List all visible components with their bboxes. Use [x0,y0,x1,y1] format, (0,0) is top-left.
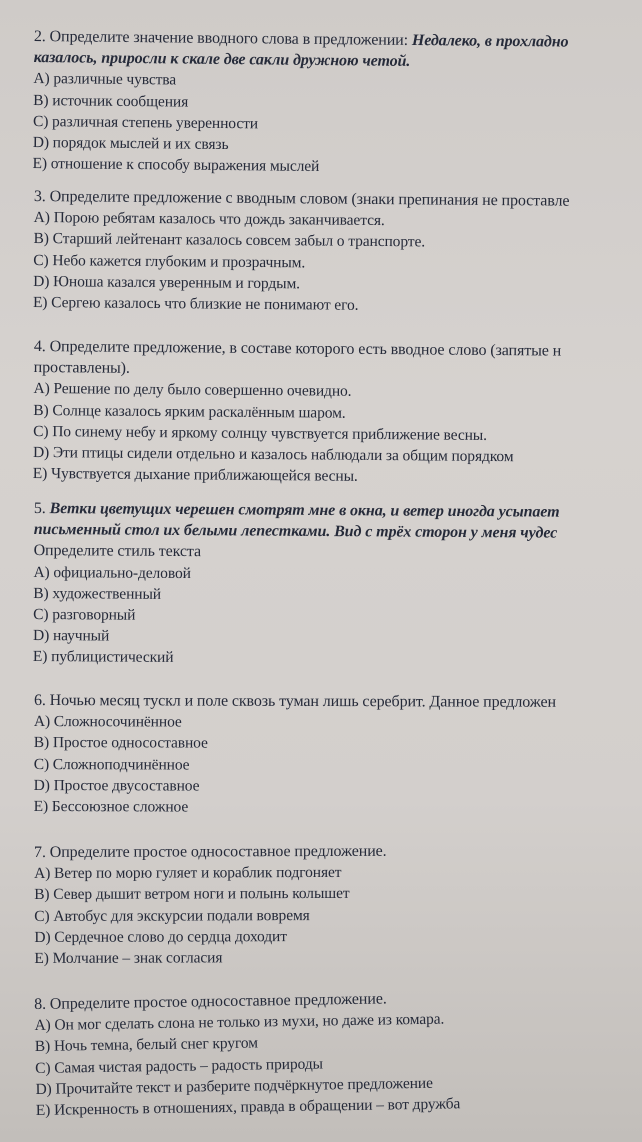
answer-option-c: C) разговорный [33,606,136,624]
question-title-line: 6. Ночью месяц тускл и поле сквозь туман лишь серебрит. Данное предложен [33,692,556,711]
answer-option-b: B) Простое односоставное [33,734,208,753]
question-title-line: письменный стол их белыми лепестками. Вид с трёх сторон у меня чудес [33,521,558,542]
question-title-line: 2. Определите значение вводного слова в предложении: Недалеко, в прохладно [33,27,569,51]
answer-option-d: D) Прочитайте текст и разберите подчёркнутое предложение [35,1074,433,1098]
question-8 [34,984,642,1121]
answer-option-c: C) Самая чистая радость – радость природы [35,1055,323,1077]
answer-option-e: E) Молчание – знак согласия [34,949,223,968]
answer-option-e: E) Сергею казалось что близкие не понимают его. [32,294,359,314]
question-5 [33,498,642,672]
answer-option-b: B) источник сообщения [33,91,189,111]
question-3 [33,186,642,319]
question-title-line: 7. Определите простое односоставное предложение. [34,842,387,861]
answer-option-b: B) Солнце казалось ярким раскалённым шаром. [33,401,346,422]
question-title-line: 3. Определите предложение с вводным словом (знаки препинания не проставле [33,187,570,210]
answer-option-a: A) Ветер по морю гуляет и кораблик подгоняет [34,864,342,883]
answer-option-a: A) различные чувства [33,70,177,89]
answer-option-d: D) порядок мыслей и их связь [32,134,229,154]
answer-option-c: C) различная степень уверенности [32,112,259,133]
answer-option-a: A) официально-деловой [33,563,191,582]
answer-option-d: D) Эти птицы сидели отдельно и казалось наблюдали за общим порядком [32,444,514,466]
answer-option-d: D) Юноша казался уверенным и гордым. [33,272,301,293]
answer-option-b: B) художественный [33,584,162,603]
question-7 [34,840,642,969]
question-4 [33,336,642,490]
question-6 [34,690,642,819]
question-title-line: казалось, приросли к скале две сакли дружною четой. [33,49,411,71]
answer-option-d: D) Простое двусоставное [33,776,200,795]
answer-option-c: C) Сложноподчинённое [33,755,190,774]
answer-option-e: E) публицистический [32,648,174,667]
answer-option-e: E) отношение к способу выражения мыслей [32,155,320,176]
answer-option-b: B) Старший лейтенант казалось совсем забыл о транспорте. [33,230,426,251]
answer-option-d: D) Сердечное слово до сердца доходит [34,927,287,946]
answer-option-a: A) Сложносочинённое [33,713,182,731]
question-title-line: Определите стиль текста [33,542,202,561]
question-2 [32,26,642,181]
answer-option-c: C) Небо кажется глубоким и прозрачным. [33,251,306,271]
question-title-line: проставлены). [33,359,130,378]
answer-option-e: E) Чувствуется дыхание приближающейся весны. [32,465,358,486]
answer-option-a: A) Порою ребятам казалось что дождь заканчивается. [33,209,385,230]
question-title-line: 5. Ветки цветущих черешен смотрят мне в окна, и ветер иногда усыпает [33,499,560,521]
answer-option-b: B) Север дышит ветром ноги и полынь колышет [34,885,350,904]
answer-option-e: E) Искренность в отношениях, правда в обращении – вот дружба [35,1095,461,1120]
answer-option-a: A) Он мог сделать слона не только из мухи, но даже из комара. [34,1010,445,1035]
answer-option-a: A) Решение по делу было совершенно очевидно. [33,380,352,401]
answer-option-c: C) Автобус для экскурсии подали вовремя [34,906,310,925]
answer-option-c: C) По синему небу и яркому солнцу чувствуется приближение весны. [33,422,488,444]
question-title-line: 8. Определите простое односоставное предложение. [34,990,387,1013]
question-title-line: 4. Определите предложение, в составе которого есть вводное слово (запятые н [33,337,562,360]
answer-option-b: B) Ночь темна, белый снег кругом [34,1034,259,1056]
answer-option-d: D) научный [32,627,110,645]
answer-option-e: E) Бессоюзное сложное [33,798,189,816]
